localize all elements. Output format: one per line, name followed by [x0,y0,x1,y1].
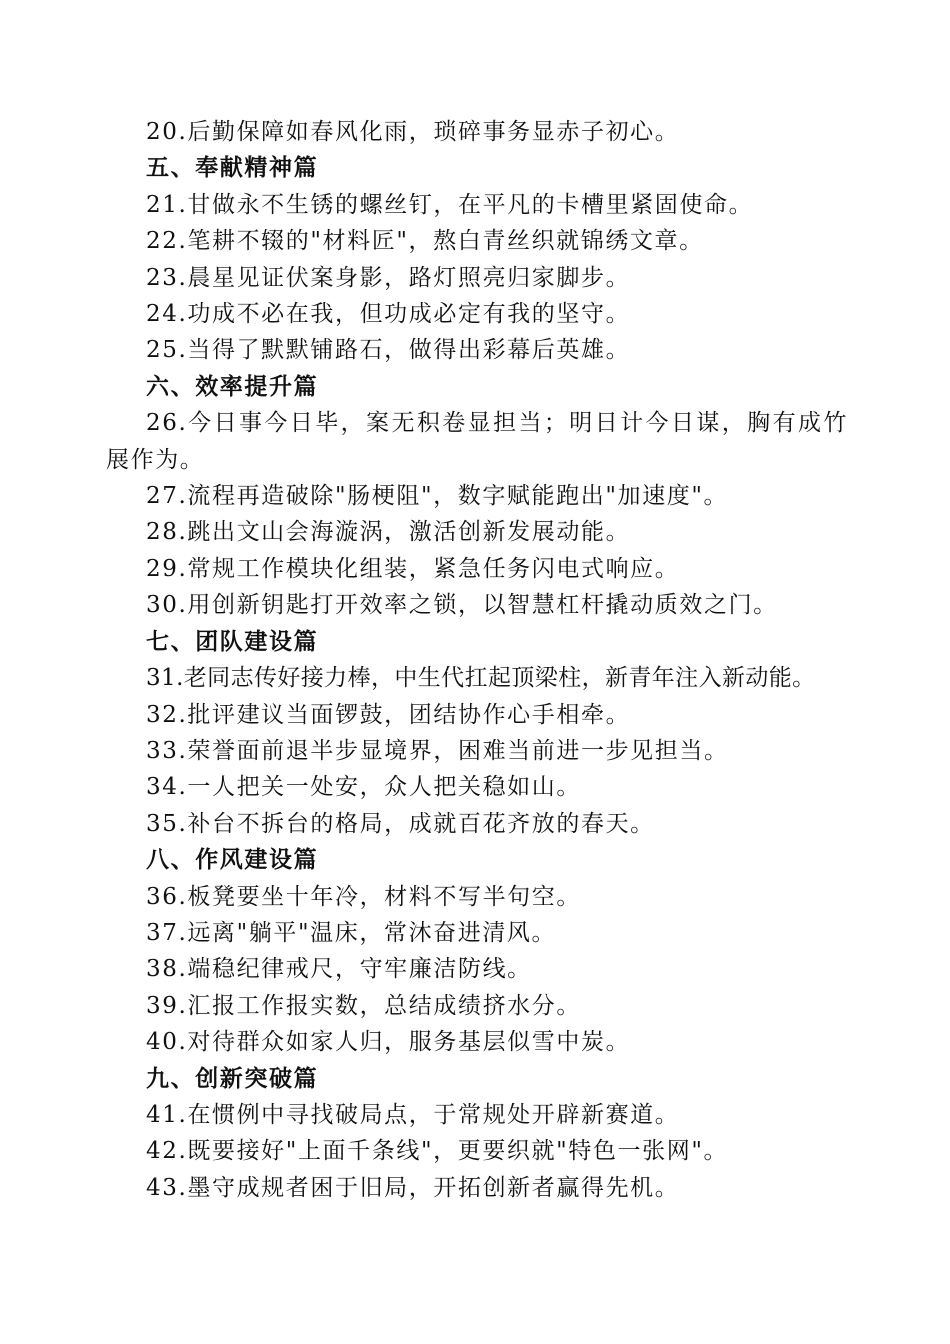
list-item: 20.后勤保障如春风化雨，琐碎事务显赤子初心。 [146,119,680,145]
list-item: 37.远离"躺平"温床，常沐奋进清风。 [146,919,557,946]
list-item: 27.流程再造破除"肠梗阻"，数字赋能跑出"加速度"。 [146,483,729,510]
list-item: 29.常规工作模块化组装，紧急任务闪电式响应。 [146,555,680,582]
list-item: 33.荣誉面前退半步显境界，困难当前进一步见担当。 [146,737,729,764]
list-item: 34.一人把关一处安，众人把关稳如山。 [146,774,581,801]
list-item: 40.对待群众如家人归，服务基层似雪中炭。 [146,1029,631,1056]
section-heading: 五、奉献精神篇 [146,154,319,182]
section-heading: 九、创新突破篇 [146,1064,319,1092]
list-item: 25.当得了默默铺路石，做得出彩幕后英雄。 [146,337,631,364]
list-item: 38.端稳纪律戒尺，守牢廉洁防线。 [146,956,532,983]
list-item: 43.墨守成规者困于旧局，开拓创新者赢得先机。 [146,1174,680,1201]
list-item: 36.板凳要坐十年冷，材料不写半句空。 [146,883,581,910]
list-item: 42.既要接好"上面千条线"，更要织就"特色一张网"。 [146,1138,729,1165]
list-item: 28.跳出文山会海漩涡，激活创新发展动能。 [146,519,631,546]
list-item: 23.晨星见证伏案身影，路灯照亮归家脚步。 [146,264,631,291]
list-item: 24.功成不必在我，但功成必定有我的坚守。 [146,301,631,328]
document-body [106,114,848,1206]
section-heading: 八、作风建设篇 [146,846,319,874]
list-item: 30.用创新钥匙打开效率之锁，以智慧杠杆撬动质效之门。 [146,592,778,619]
list-item: 31.老同志传好接力棒，中生代扛起顶梁柱，新青年注入新动能。 [146,665,816,692]
section-heading: 七、团队建设篇 [146,627,319,655]
section-heading: 六、效率提升篇 [146,372,319,400]
list-item: 35.补台不拆台的格局，成就百花齐放的春天。 [146,810,655,837]
list-item: 39.汇报工作报实数，总结成绩挤水分。 [146,992,581,1019]
list-item: 21.甘做永不生锈的螺丝钉，在平凡的卡槽里紧固使命。 [146,191,754,218]
list-item: 32.批评建议当面锣鼓，团结协作心手相牵。 [146,701,631,728]
list-item: 26.今日事今日毕，案无积卷显担当；明日计今日谋，胸有成竹展作为。 [106,410,848,473]
list-item: 22.笔耕不辍的"材料匠"，熬白青丝织就锦绣文章。 [146,228,704,255]
list-item: 41.在惯例中寻找破局点，于常规处开辟新赛道。 [146,1101,680,1128]
